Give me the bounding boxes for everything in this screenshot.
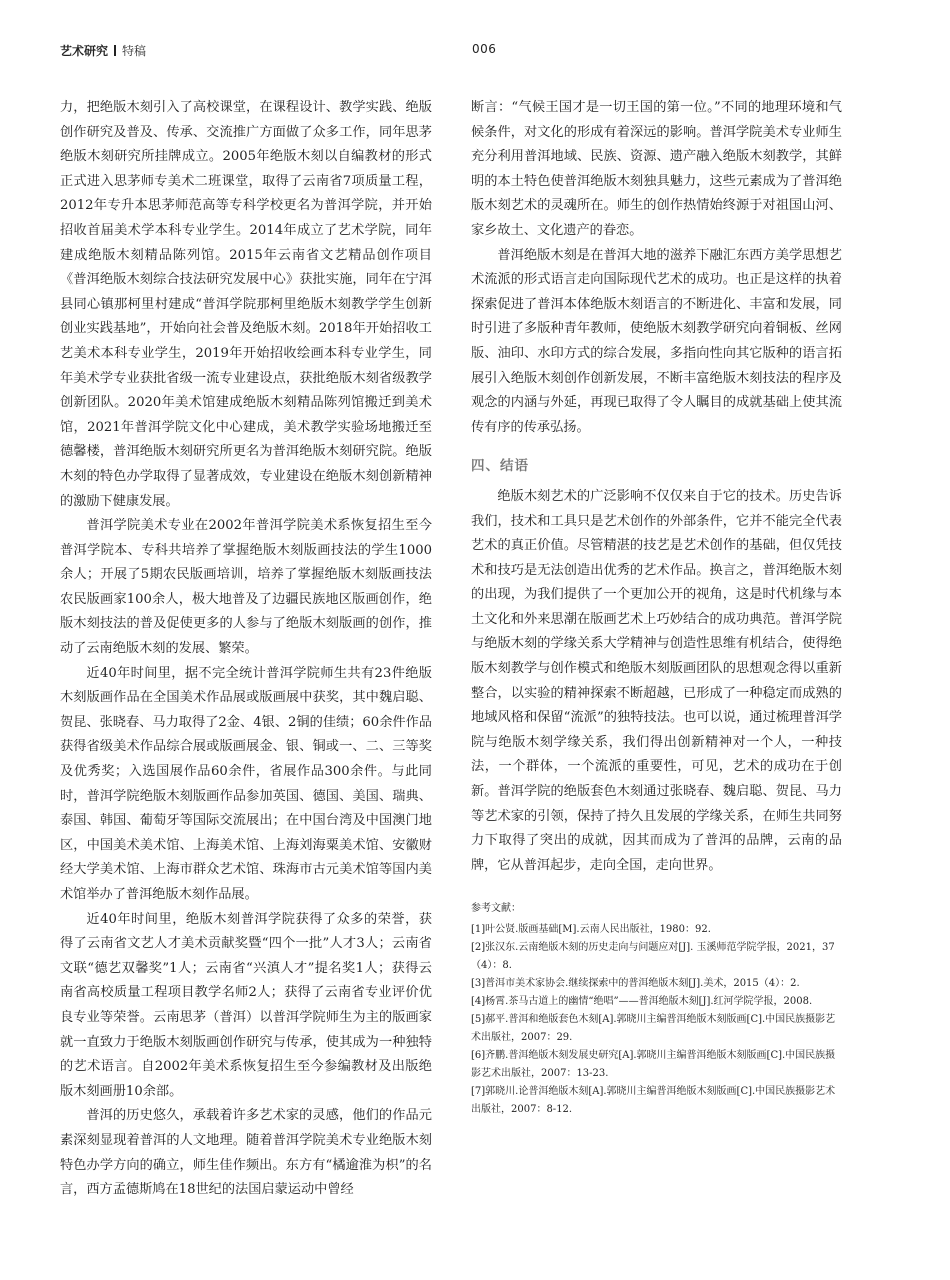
left-column [60, 96, 432, 1203]
page-header [60, 42, 890, 62]
conclusion-paragraph: 绝版木刻艺术的广泛影响不仅仅来自于它的技术。历史告诉我们，技术和工具只是艺术创作的外部条件，它并不能完全代表艺术的真正价值。尽管精湛的技艺是艺术创作的基础，但仅凭技术和技巧是无法创造出优秀的艺术作品。换言之，普洱绝版木刻的出现，为我们提供了一个更加公开的视角，这是时代机缘与本土文化和外来思潮在版画艺术上巧妙结合的成功典范。普洱学院与绝版木刻的学缘关系大学精神与创造性思维有机结合，使得绝版木刻教学与创作模式和绝版木刻版画团队的思想观念得以重新整合，以实验的精神探索不断超越，已形成了一种稳定而成熟的地域风格和保留“流派”的独特技法。也可以说，通过梳理普洱学院与绝版木刻学缘关系，我们得出创新精神对一个人，一种技法，一个群体，一个流派的重要性，可见，艺术的成功在于创新。普洱学院的绝版套色木刻通过张晓春、魏启聪、贺昆、马力等艺术家的引领，保持了持久且发展的学缘关系，在师生共同努力下取得了突出的成就，因其而成为了普洱的品牌，云南的品牌，它从普洱起步，走向全国，走向世界。 [471, 488, 842, 873]
reference-item: [1]叶公贤.版画基础[M].云南人民出版社，1980：92. [471, 924, 711, 936]
reference-item: [2]张汉东.云南绝版木刻的历史走向与问题应对[J]. 玉溪师范学院学报，2021，37（4）：8. [471, 942, 835, 972]
body-paragraph: 近40年时间里，据不完全统计普洱学院师生共有23件绝版木刻版画作品在全国美术作品展或版画展中获奖，其中魏启聪、贺昆、张晓春、马力取得了2金、4银、2铜的佳绩；60余件作品获得省级美术作品综合展或版画展金、银、铜或一、二、三等奖及优秀奖；入选国展作品60余件，省展作品300余件。与此同时，普洱学院绝版木刻版画作品参加英国、德国、美国、瑞典、泰国、韩国、葡萄牙等国际交流展出；在中国台湾及中国澳门地区，中国美术美术馆、上海美术馆、上海刘海粟美术馆、安徽财经大学美术馆、上海市群众艺术馆、珠海市古元美术馆等国内美术馆举办了普洱绝版木刻作品展。 [60, 665, 432, 902]
reference-item: [5]郝平.普洱和绝版套色木刻[A].郭晓川主编普洱绝版木刻版画[C].中国民族摄影艺术出版社，2007：29. [471, 1014, 836, 1044]
reference-item: [4]杨霄.茶马古道上的幽情“绝唱”——普洱绝版木刻[J].红河学院学报，2008. [471, 996, 813, 1008]
section-label: 特稿 [122, 44, 147, 58]
references [471, 900, 842, 1119]
journal-title [60, 42, 146, 59]
reference-item: [7]郭晓川.论普洱绝版木刻[A].郭晓川主编普洱绝版木刻版画[C].中国民族摄影艺术出版社，2007：8-12. [471, 1086, 836, 1116]
reference-item: [6]齐鹏.普洱绝版木刻发展史研究[A].郭晓川主编普洱绝版木刻版画[C].中国民族摄影艺术出版社，2007：13-23. [471, 1050, 836, 1080]
journal-name: 艺术研究 [60, 44, 109, 58]
body-paragraph: 力，把绝版木刻引入了高校课堂，在课程设计、教学实践、绝版创作研究及普及、传承、交流推广方面做了众多工作，同年思茅绝版木刻研究所挂牌成立。2005年绝版木刻以自编教材的形式正式进入思茅师专美术二班课堂，取得了云南省7项质量工程，2012年专升本思茅师范高等专科学校更名为普洱学院，并开始招收首届美术学本科专业学生。2014年成立了艺术学院，同年建成绝版木刻精品陈列馆。2015年云南省文艺精品创作项目《普洱绝版木刻综合技法研究发展中心》获批实施，同年在宁洱县同心镇那柯里村建成“普洱学院那柯里绝版木刻教学学生创新创业实践基地”，开始向社会普及绝版木刻。2018年开始招收工艺美术本科专业学生，2019年开始招收绘画本科专业学生，同年美术学专业获批省级一流专业建设点，获批绝版木刻省级教学创新团队。2020年美术馆建成绝版木刻精品陈列馆搬迁到美术馆，2021年普洱学院文化中心建成，美术教学实验场地搬迁至德馨楼，普洱绝版木刻研究所更名为普洱绝版木刻研究院。绝版木刻的特色办学取得了显著成效，专业建设在绝版木刻创新精神的激励下健康发展。 [60, 100, 432, 509]
page-number: 006 [472, 42, 497, 56]
reference-item: [3]普洱市美术家协会.继续探索中的普洱绝版木刻[J].美术，2015（4）：2. [471, 978, 800, 990]
body-paragraph: 近40年时间里，绝版木刻普洱学院获得了众多的荣誉，获得了云南省文艺人才美术贡献奖暨“四个一批”人才3人；云南省文联“德艺双馨奖”1人；云南省“兴滇人才”提名奖1人；获得云南省高校质量工程项目教学名师2人；获得了云南省专业评价优良专业等荣誉。云南思茅（普洱）以普洱学院师生为主的版画家就一直致力于绝版木刻版画创作研究与传承，使其成为一种独特的艺术语言。自2002年美术系恢复招生至今参编教材及出版绝版木刻画册10余部。 [60, 911, 432, 1099]
body-paragraph: 普洱绝版木刻是在普洱大地的滋养下融汇东西方美学思想艺术流派的形式语言走向国际现代艺术的成功。也正是这样的执着探索促进了普洱本体绝版木刻语言的不断进化、丰富和发展，同时引进了多版种青年教师，使绝版木刻教学研究向着铜板、丝网版、油印、水印方式的综合发展，多指向性向其它版种的语言拓展引入绝版木刻创作创新发展，不断丰富绝版木刻技法的程序及观念的内涵与外延，再现已取得了令人瞩目的成就基础上使其流传有序的传承弘扬。 [471, 247, 842, 435]
body-paragraph: 普洱学院美术专业在2002年普洱学院美术系恢复招生至今普洱学院本、专科共培养了掌握绝版木刻版画技法的学生1000余人；开展了5期农民版画培训，培养了掌握绝版木刻版画技法农民版画家100余人，极大地普及了边疆民族地区版画创作，绝版木刻技法的普及促使更多的人参与了绝版木刻版画的创作，推动了云南绝版木刻的发展、繁荣。 [60, 518, 432, 657]
section-heading-conclusion: 四、结语 [471, 458, 529, 475]
body-paragraph: 断言：“气候王国才是一切王国的第一位。”不同的地理环境和气候条件，对文化的形成有着深远的影响。普洱学院美术专业师生充分利用普洱地域、民族、资源、遗产融入绝版木刻教学，其鲜明的本土特色使普洱绝版木刻独具魅力，这些元素成为了普洱绝版木刻艺术的灵魂所在。师生的创作热情始终源于对祖国山河、家乡故土、文化遗产的眷恋。 [471, 100, 842, 238]
references-title: 参考文献： [471, 903, 521, 915]
header-separator [114, 45, 116, 56]
right-column [471, 96, 842, 1119]
body-paragraph: 普洱的历史悠久，承载着许多艺术家的灵感，他们的作品元素深刻显现着普洱的人文地理。随着普洱学院美术专业绝版木刻特色办学方向的确立，师生佳作频出。东方有“橘逾淮为枳”的名言，西方孟德斯鸠在18世纪的法国启蒙运动中曾经 [60, 1108, 432, 1198]
